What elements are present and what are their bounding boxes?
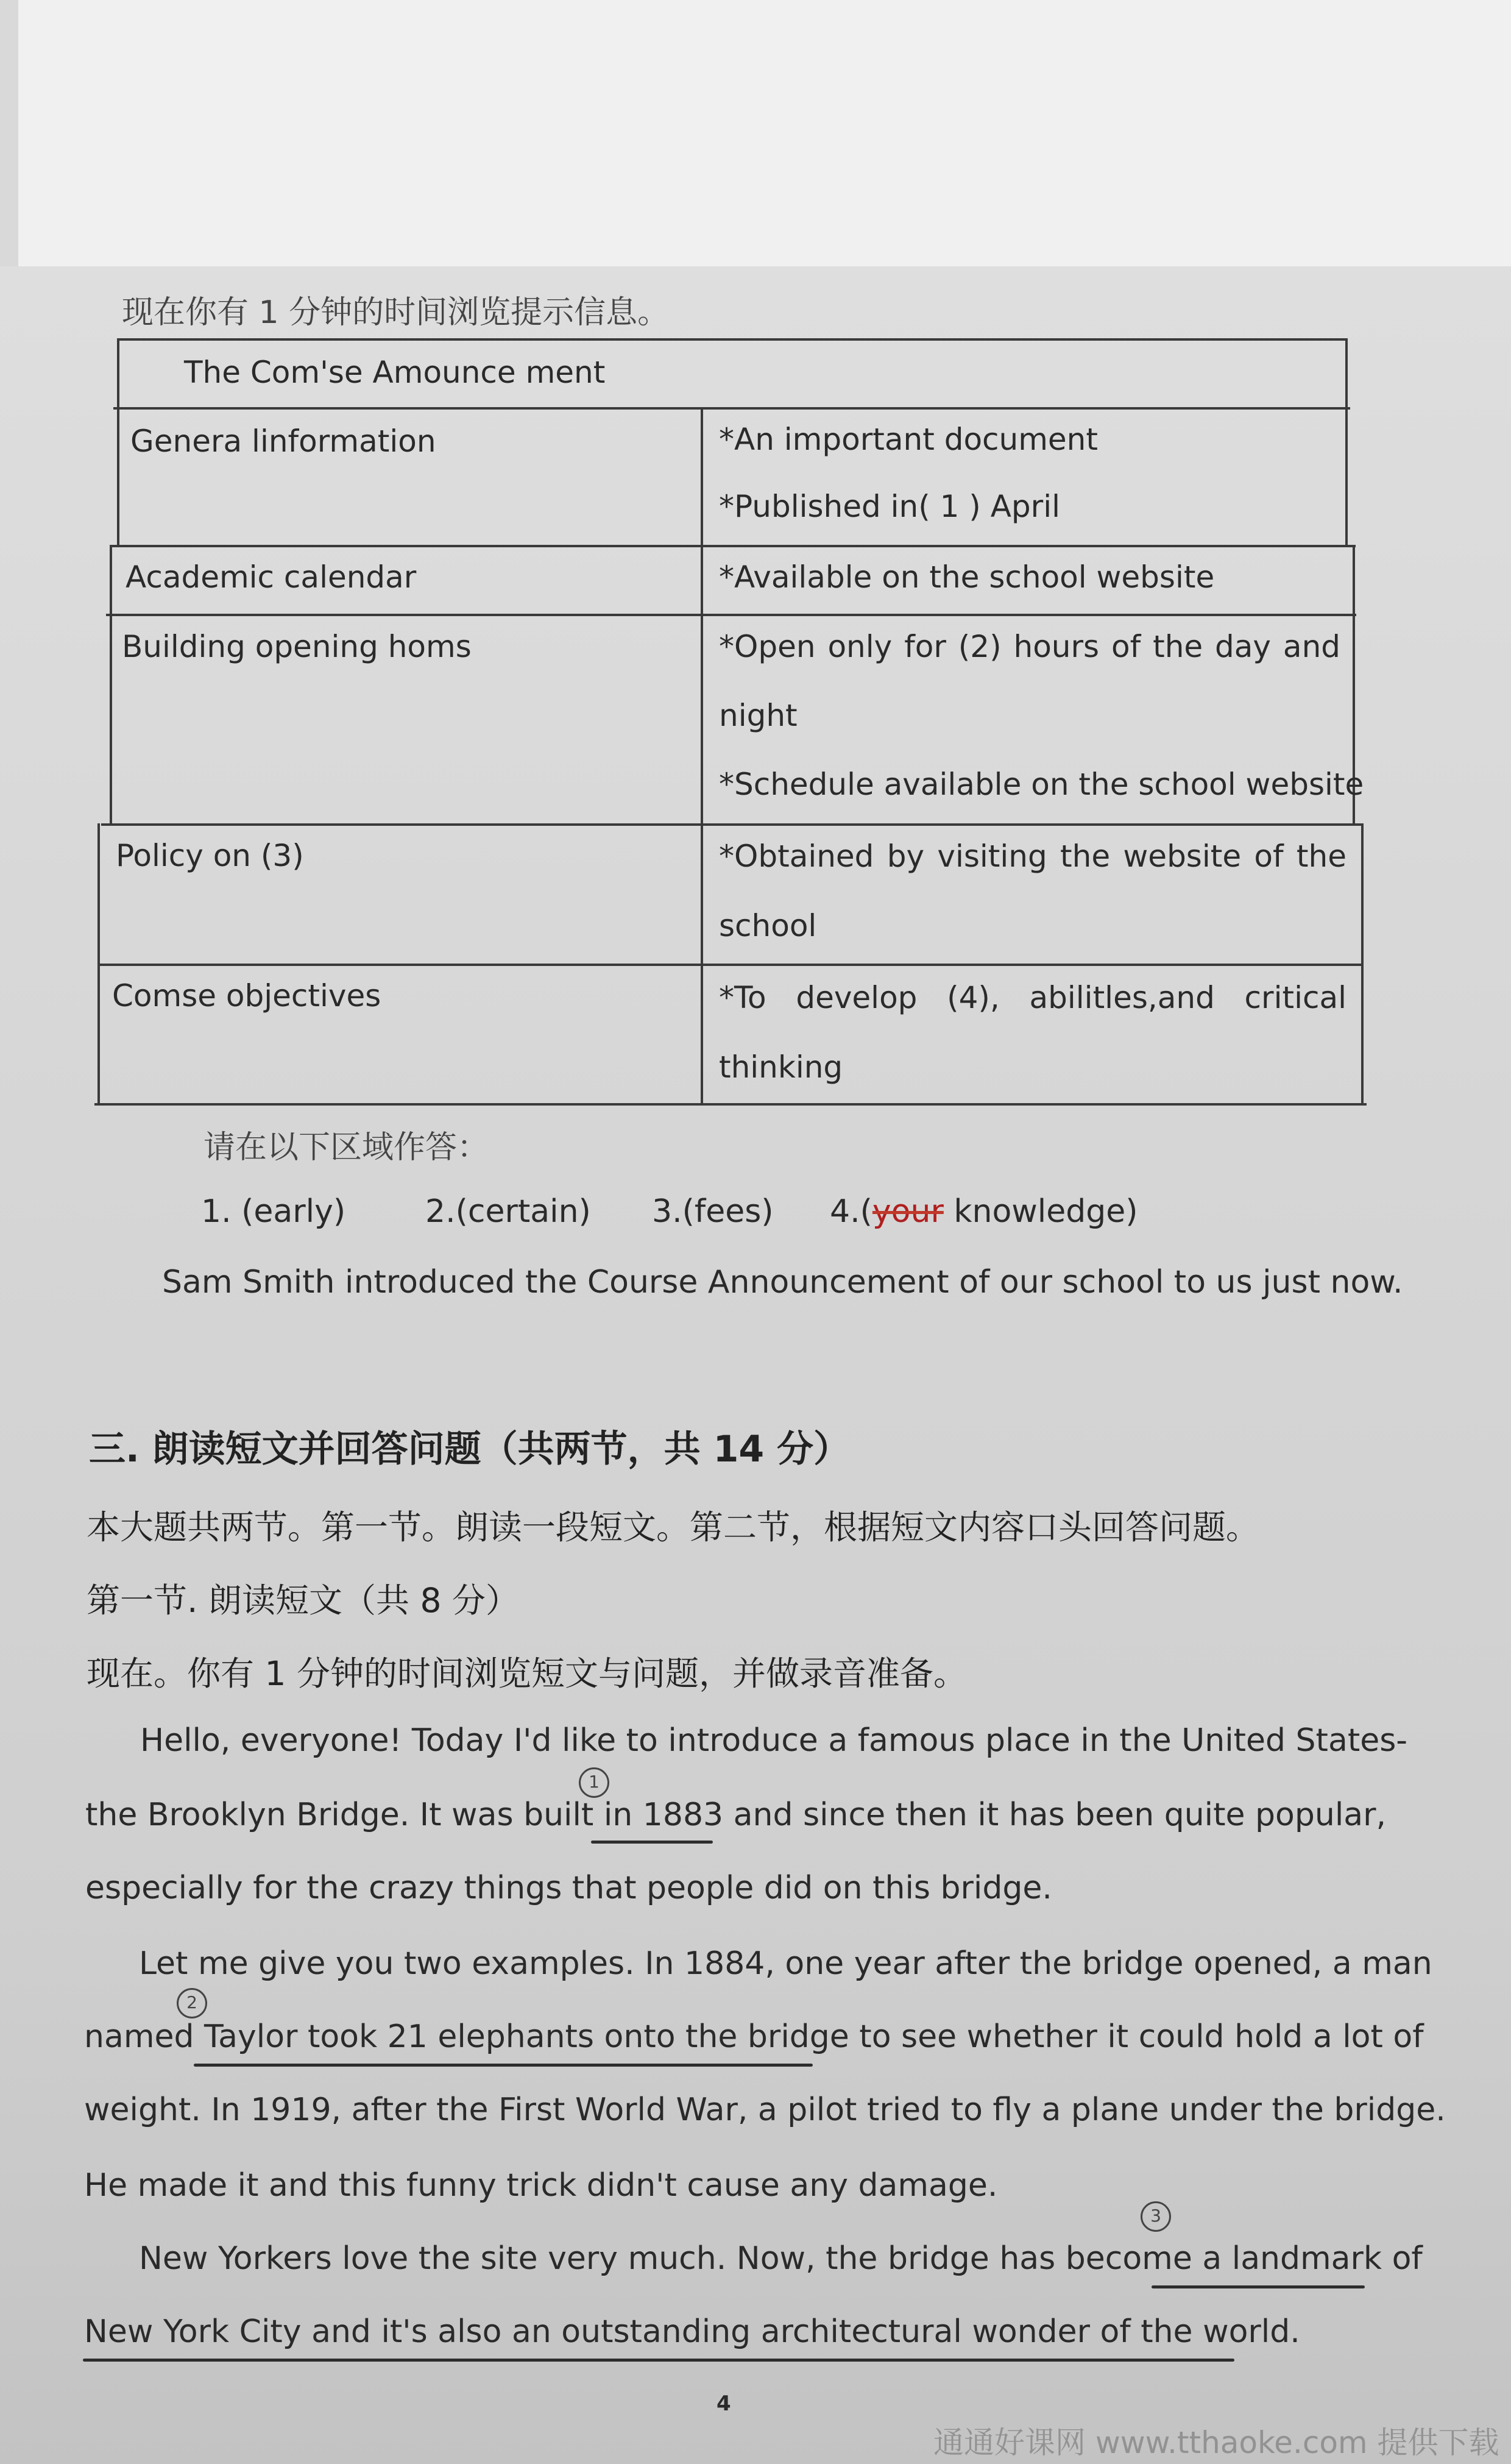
paper-sheet bbox=[0, 266, 1511, 2464]
table-border-left bbox=[97, 823, 100, 1105]
intro-line: 现在你有 1 分钟的时间浏览提示信息。 bbox=[122, 294, 670, 331]
row-value: night bbox=[719, 698, 798, 733]
section-line-2: 第一节. 朗读短文（共 8 分） bbox=[87, 1581, 519, 1620]
section-line-3: 现在。你有 1 分钟的时间浏览短文与问题，并做录音准备。 bbox=[87, 1654, 967, 1693]
row-label: Genera linformation bbox=[130, 424, 436, 459]
answer-1: 1. (early) bbox=[201, 1193, 346, 1230]
table-rule bbox=[97, 964, 1364, 966]
table-border-top bbox=[117, 338, 1348, 341]
answer-4-struck: your bbox=[872, 1193, 944, 1230]
annotation-circle: 2 bbox=[177, 1988, 207, 2018]
row-label: Academic calendar bbox=[126, 559, 417, 595]
handwritten-underline bbox=[591, 1841, 713, 1844]
top-blank-area bbox=[18, 0, 1511, 266]
answer-2: 2.(certain) bbox=[425, 1193, 591, 1230]
table-border-bottom bbox=[94, 1103, 1367, 1106]
row-label: Comse objectives bbox=[112, 978, 381, 1014]
answer-prompt: 请在以下区域作答： bbox=[203, 1129, 489, 1166]
row-value: *Schedule available on the school website bbox=[719, 767, 1364, 802]
annotation-circle: 3 bbox=[1141, 2201, 1171, 2232]
row-value: *Available on the school website bbox=[719, 559, 1215, 595]
passage-line: New Yorkers love the site very much. Now, the bridge has become a landmark of bbox=[139, 2240, 1423, 2277]
table-border-right bbox=[1361, 823, 1364, 1105]
passage-line: especially for the crazy things that people did on this bridge. bbox=[85, 1870, 1052, 1906]
section-heading: 三. 朗读短文并回答问题（共两节，共 14 分） bbox=[89, 1428, 850, 1471]
answer-4-rest: knowledge) bbox=[943, 1193, 1138, 1230]
row-value: thinking bbox=[719, 1049, 843, 1085]
answer-sentence: Sam Smith introduced the Course Announcement of our school to us just now. bbox=[162, 1264, 1403, 1301]
passage-line: the Brooklyn Bridge. It was built in 1883 and since then it has been quite popular, bbox=[85, 1797, 1387, 1833]
handwritten-underline bbox=[194, 2064, 813, 2067]
passage-line: weight. In 1919, after the First World War, a pilot tried to fly a plane under the bridge. bbox=[84, 2092, 1446, 2128]
passage-line: named Taylor took 21 elephants onto the bridge to see whether it could hold a lot of bbox=[84, 2018, 1424, 2055]
table-border-left bbox=[110, 545, 112, 825]
row-value: *Published in( 1 ) April bbox=[719, 489, 1060, 524]
row-label: Building opening homs bbox=[122, 629, 472, 664]
handwritten-underline bbox=[1152, 2285, 1365, 2288]
table-divider bbox=[701, 407, 703, 1104]
page-number: 4 bbox=[717, 2391, 731, 2416]
answer-4 bbox=[830, 1193, 1138, 1230]
table-rule bbox=[110, 545, 1356, 547]
annotation-circle: 1 bbox=[579, 1767, 609, 1798]
answer-3: 3.(fees) bbox=[652, 1193, 774, 1230]
table-rule bbox=[101, 823, 1361, 826]
handwritten-underline bbox=[83, 2359, 1234, 2362]
answer-4-prefix: 4.( bbox=[830, 1193, 872, 1230]
passage-line: He made it and this funny trick didn't cause any damage. bbox=[84, 2167, 998, 2204]
row-value: school bbox=[719, 908, 817, 943]
table-border-left bbox=[117, 338, 119, 545]
row-label: Policy on (3) bbox=[116, 838, 304, 873]
row-value: *Open only for (2) hours of the day and bbox=[719, 629, 1340, 664]
section-line-1: 本大题共两节。第一节。朗读一段短文。第二节，根据短文内容口头回答问题。 bbox=[87, 1508, 1260, 1547]
watermark: 通通好课网 www.tthaoke.com 提供下载 bbox=[933, 2425, 1499, 2460]
table-rule bbox=[113, 407, 1350, 410]
passage-line: Hello, everyone! Today I'd like to introduce a famous place in the United States- bbox=[140, 1722, 1408, 1759]
row-value: *Obtained by visiting the website of the bbox=[719, 839, 1346, 874]
passage-line: New York City and it's also an outstanding architectural wonder of the world. bbox=[84, 2313, 1300, 2350]
row-value: *An important document bbox=[719, 422, 1098, 457]
passage-line: Let me give you two examples. In 1884, one year after the bridge opened, a man bbox=[139, 1945, 1432, 1982]
table-rule bbox=[106, 614, 1356, 616]
row-value: *To develop (4), abilitles,and critical bbox=[719, 980, 1346, 1015]
table-title: The Com'se Amounce ment bbox=[184, 355, 606, 390]
table-border-right bbox=[1345, 338, 1348, 545]
